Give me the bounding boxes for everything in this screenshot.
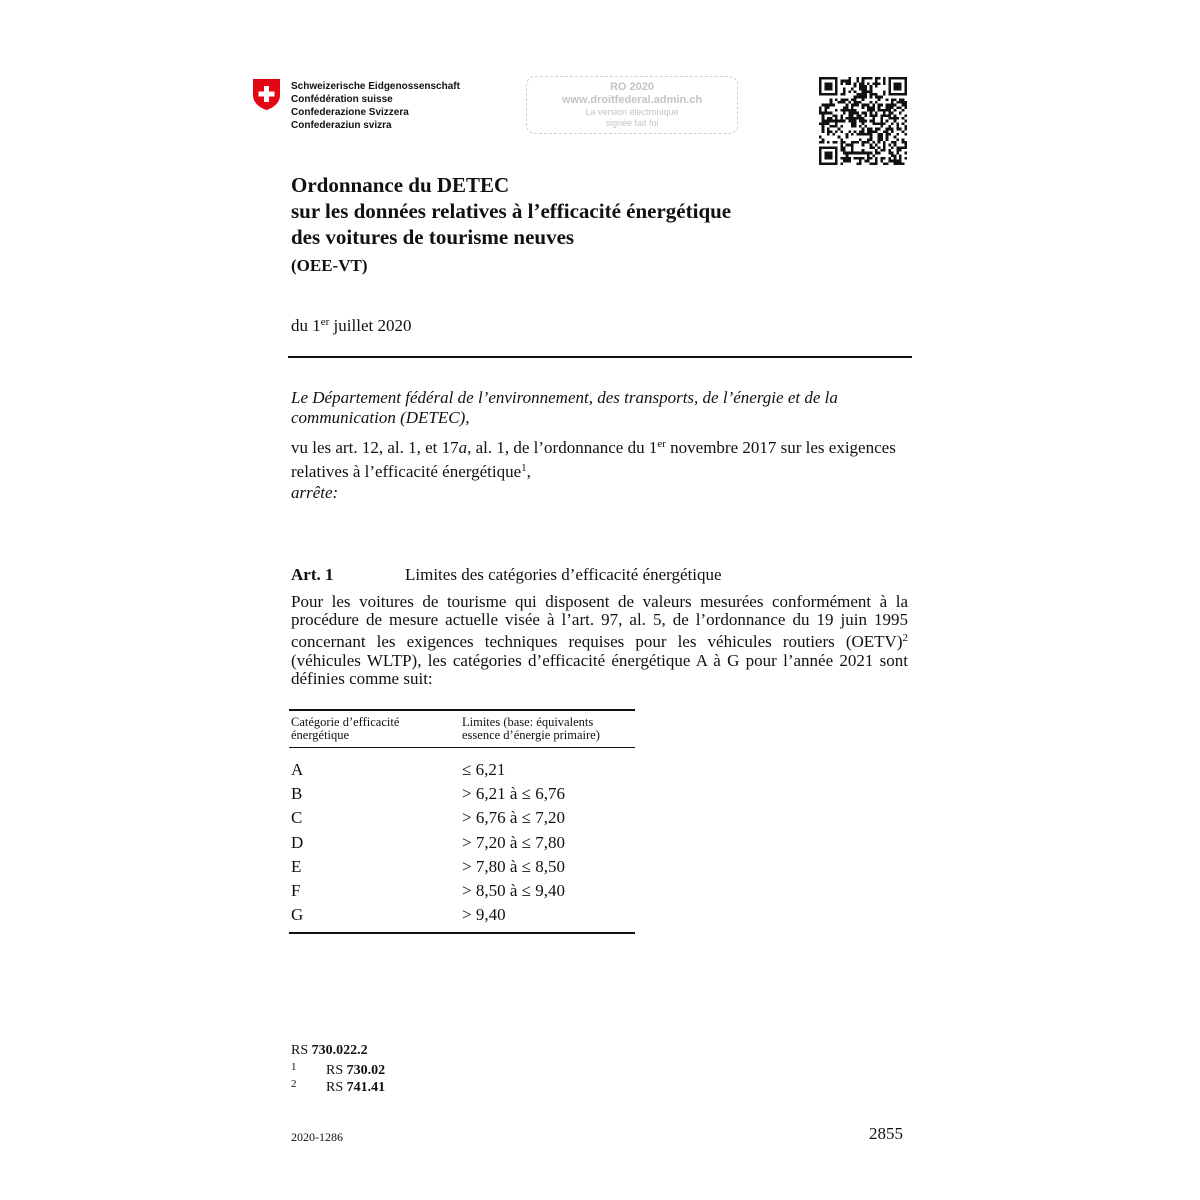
footnote-ref: 730.02 <box>346 1063 386 1078</box>
considering-end: , <box>526 462 531 481</box>
title-line-2: sur les données relatives à l’efficacité énergétique <box>291 199 732 223</box>
considering-ordinal: er <box>657 438 666 450</box>
table-header-category: Catégorie d’efficacité énergétique <box>291 715 400 742</box>
table-cell-limit: > 7,20 à ≤ 7,80 <box>462 832 565 852</box>
document-id: 2020-1286 <box>291 1130 343 1144</box>
table-cell-category: G <box>291 905 304 925</box>
stamp-line-1: RO 2020 <box>609 81 655 93</box>
confederation-name-rm: Confederaziun svizra <box>291 120 392 131</box>
table-row <box>291 806 631 830</box>
table-cell-category: A <box>291 760 304 779</box>
preamble-decides: arrête: <box>291 483 339 502</box>
footnote-number: 2 <box>291 1078 297 1090</box>
table-header-rule <box>289 747 635 748</box>
document-date <box>291 316 411 336</box>
footnote-prefix: RS <box>326 1063 347 1078</box>
preamble-issuer: Le Département fédéral de l’environnement, des transports, de l’énergie et de la communication (DETEC), <box>291 388 838 427</box>
footnote-ref: 741.41 <box>346 1080 386 1095</box>
preamble-considering <box>291 434 911 482</box>
table-row <box>291 831 631 855</box>
article-body-part-b: (véhicules WLTP), les catégories d’efficacité énergétique A à G pour l’année 2021 sont définies comme suit: <box>291 650 908 688</box>
table-cell-limit: > 8,50 à ≤ 9,40 <box>462 880 565 900</box>
rs-reference <box>291 1043 368 1059</box>
footnote-prefix: RS <box>326 1080 347 1095</box>
table-row <box>291 879 631 903</box>
confederation-name-de: Schweizerische Eidgenossenschaft <box>291 81 460 92</box>
stamp-line-4: signée fait foi <box>605 118 659 128</box>
date-ordinal: er <box>320 316 330 328</box>
table-cell-category: B <box>291 784 303 804</box>
article-body <box>291 593 908 688</box>
table-cell-category: D <box>291 832 304 852</box>
table-header-limits: Limites (base: équivalents essence d’énergie primaire) <box>462 715 600 742</box>
table-cell-limit: > 9,40 <box>462 905 506 925</box>
footnote-1 <box>291 1061 385 1079</box>
table-cell-limit: ≤ 6,21 <box>462 760 506 779</box>
table-row <box>291 782 631 806</box>
stamp-line-3: La version électronique <box>585 107 679 117</box>
article-number: Art. 1 <box>291 565 334 584</box>
table-cell-category: F <box>291 880 301 900</box>
table-top-rule <box>289 709 635 711</box>
footnote-ref-2: 2 <box>902 632 908 645</box>
footnote-number: 1 <box>291 1061 297 1073</box>
document-title <box>291 172 731 250</box>
qr-code-icon <box>819 77 907 165</box>
considering-part-c: novembre 2017 sur les exigences relatives à l’efficacité énergétique <box>291 438 896 481</box>
confederation-name-it: Confederazione Svizzera <box>291 107 409 118</box>
footnote-ref-1: 1 <box>521 462 527 474</box>
date-prefix: du 1 <box>291 316 321 335</box>
stamp-line-2: www.droitfederal.admin.ch <box>561 94 703 106</box>
swiss-crest-icon <box>252 78 281 111</box>
table-row <box>291 903 631 927</box>
page-number: 2855 <box>869 1124 903 1143</box>
table-bottom-rule <box>289 932 635 934</box>
considering-part-b: , al. 1, de l’ordonnance du 1 <box>467 438 658 457</box>
title-line-3: des voitures de tourisme neuves <box>291 225 575 249</box>
official-publication-stamp <box>526 76 738 134</box>
title-divider <box>288 356 912 358</box>
article-title: Limites des catégories d’efficacité énergétique <box>405 565 722 584</box>
confederation-name-fr: Confédération suisse <box>291 94 393 105</box>
date-suffix: juillet 2020 <box>329 316 412 335</box>
table-cell-category: C <box>291 808 303 828</box>
considering-part-a: vu les art. 12, al. 1, et 17 <box>291 438 459 457</box>
article-body-part-a: Pour les voitures de tourisme qui disposent de valeurs mesurées conformément à la procédure de mesure actuelle visée à l’art. 97, al. 5, de l’ordonnance du 19 juin 1995 concernant les exigences techniques requises pour les véhicules routiers (OETV) <box>291 592 908 652</box>
document-abbreviation: (OEE-VT) <box>291 256 368 275</box>
title-line-1: Ordonnance du DETEC <box>291 173 510 197</box>
rs-number: 730.022.2 <box>311 1043 368 1058</box>
table-cell-limit: > 6,76 à ≤ 7,20 <box>462 808 565 828</box>
table-cell-limit: > 7,80 à ≤ 8,50 <box>462 856 565 876</box>
table-row <box>291 758 631 782</box>
considering-italic: a <box>458 438 468 457</box>
footnote-2 <box>291 1078 385 1096</box>
confederation-names <box>291 80 460 132</box>
table-row <box>291 855 631 879</box>
table-cell-category: E <box>291 856 302 876</box>
rs-prefix: RS <box>291 1043 312 1058</box>
table-cell-limit: > 6,21 à ≤ 6,76 <box>462 784 565 804</box>
efficiency-table-body <box>291 758 631 927</box>
